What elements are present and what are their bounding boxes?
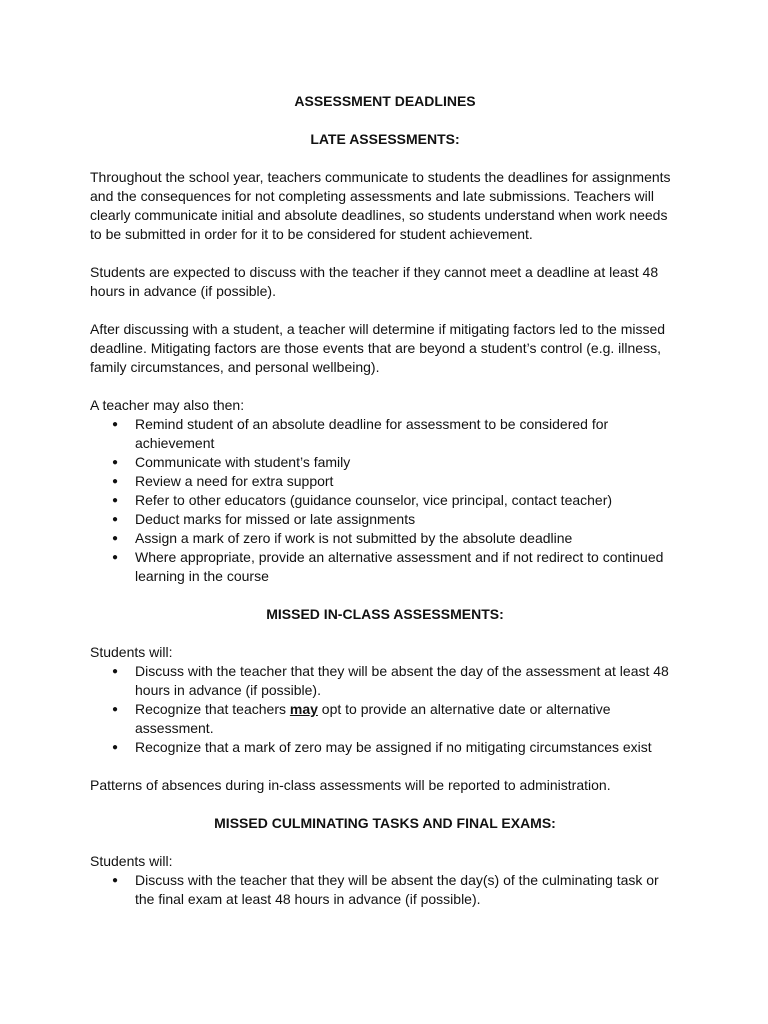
late-assessments-section <box>90 130 680 586</box>
culminating-section <box>90 814 680 909</box>
late-paragraph-3: After discussing with a student, a teacher will determine if mitigating factors led to the missed deadline. Mitigating factors are those events that are beyond a student’s control (e.g. illness, family circumstances, and personal wellbeing). <box>90 321 666 375</box>
culminating-list <box>90 871 680 909</box>
item-text-end: opt to provide an alternative date or alternative assessment. <box>135 701 611 736</box>
culminating-heading: MISSED CULMINATING TASKS AND FINAL EXAMS: <box>214 815 556 831</box>
list-item: ● Communicate with student’s family <box>90 453 680 472</box>
list-item <box>90 700 680 738</box>
list-item: ● Remind student of an absolute deadline for assessment to be considered for achievement <box>90 415 680 453</box>
list-item: ● Discuss with the teacher that they will be absent the day of the assessment at least 48 hours in advance (if possible). <box>90 662 680 700</box>
list-item: ● Deduct marks for missed or late assignments <box>90 510 680 529</box>
culminating-intro: Students will: <box>90 853 173 869</box>
list-item: ● Refer to other educators (guidance counselor, vice principal, contact teacher) <box>90 491 680 510</box>
list-item: ● Review a need for extra support <box>90 472 680 491</box>
emphasized-word: may <box>289 701 318 717</box>
late-paragraph-2: Students are expected to discuss with the teacher if they cannot meet a deadline at least 48 hours in advance (if possible). <box>90 264 659 299</box>
missed-in-class-intro: Students will: <box>90 644 173 660</box>
missed-in-class-heading: MISSED IN-CLASS ASSESSMENTS: <box>266 606 504 622</box>
missed-in-class-section <box>90 605 680 795</box>
late-assessments-heading: LATE ASSESSMENTS: <box>310 131 460 147</box>
list-item: ● Recognize that a mark of zero may be assigned if no mitigating circumstances exist <box>90 738 680 757</box>
late-list-intro: A teacher may also then: <box>90 397 245 413</box>
late-paragraph-1: Throughout the school year, teachers communicate to students the deadlines for assignments and the consequences for not completing assessments and late submissions. Teachers will clearly communicate initial and absolute deadlines, so students understand when work needs to be submitted in order for it to be considered for student achievement. <box>90 169 671 242</box>
list-item: ● Where appropriate, provide an alternative assessment and if not redirect to continued learning in the course <box>90 548 680 586</box>
patterns-paragraph: Patterns of absences during in-class assessments will be reported to administration. <box>90 777 611 793</box>
list-item: ● Assign a mark of zero if work is not submitted by the absolute deadline <box>90 529 680 548</box>
list-item: ● Discuss with the teacher that they will be absent the day(s) of the culminating task or the final exam at least 48 hours in advance (if possible). <box>90 871 680 909</box>
late-actions-list <box>90 415 680 586</box>
document-title: ASSESSMENT DEADLINES <box>294 93 476 109</box>
item-text-start: Recognize that teachers <box>135 701 290 717</box>
missed-in-class-list <box>90 662 680 757</box>
